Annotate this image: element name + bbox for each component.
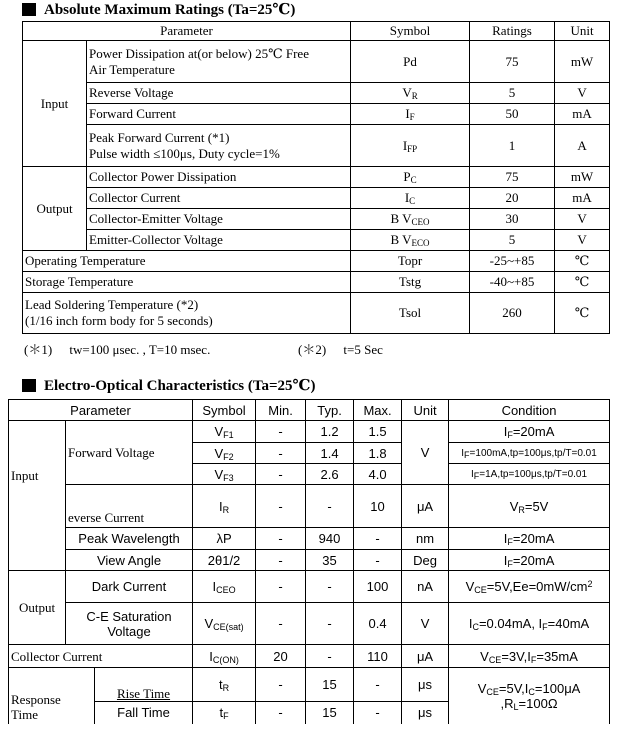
eoc-symbol: $I_{CEO}$ <box>193 571 256 603</box>
eoc-min: - <box>256 571 306 603</box>
note-text: t=5 Sec <box>343 342 383 357</box>
eoc-max: 1.5 <box>354 421 402 443</box>
amr-param: Lead Soldering Temperature (*2) (1/16 inch form body for 5 seconds) <box>23 293 351 334</box>
eoc-header-typ: Typ. <box>306 400 354 421</box>
eoc-symbol: $t_F$ <box>193 702 256 724</box>
amr-param: Forward Current <box>87 104 351 125</box>
eoc-condition: $V_{CE}=5V,I_C=100\mu A$ $,R_L=100\Omega$ <box>449 668 610 724</box>
eoc-symbol: $V_{F2}$ <box>193 443 256 464</box>
amr-param: Emitter-Collector Voltage <box>87 230 351 251</box>
amr-rating: 5 <box>470 83 555 104</box>
eoc-typ: - <box>306 485 354 528</box>
amr-param: Collector Current <box>87 188 351 209</box>
amr-unit: A <box>555 125 610 167</box>
eoc-title: Electro-Optical Characteristics (Ta=25℃) <box>44 377 316 394</box>
amr-unit: ℃ <box>555 251 610 272</box>
eoc-header-min: Min. <box>256 400 306 421</box>
eoc-max: 110 <box>354 645 402 668</box>
eoc-min: 20 <box>256 645 306 668</box>
eoc-condition: $V_{CE}=3V,I_F=35mA$ <box>449 645 610 668</box>
eoc-typ: - <box>306 603 354 645</box>
eoc-min: - <box>256 421 306 443</box>
eoc-typ: 35 <box>306 550 354 571</box>
amr-param: Reverse Voltage <box>87 83 351 104</box>
eoc-condition: $V_R=5V$ <box>449 485 610 528</box>
eoc-max: - <box>354 550 402 571</box>
eoc-param: C-E Saturation Voltage <box>66 603 193 645</box>
eoc-min: - <box>256 550 306 571</box>
amr-row-pfc <box>23 125 610 167</box>
eoc-param: View Angle <box>66 550 193 571</box>
amr-rating: 20 <box>470 188 555 209</box>
eoc-heading <box>22 376 315 394</box>
eoc-min: - <box>256 668 306 702</box>
eoc-unit: μs <box>402 668 449 702</box>
amr-symbol: $I_{FP}$ <box>351 125 470 167</box>
eoc-row-vf1 <box>9 421 610 443</box>
eoc-max: - <box>354 702 402 724</box>
eoc-min: - <box>256 603 306 645</box>
amr-row-ecv <box>23 230 610 251</box>
eoc-symbol: $t_R$ <box>193 668 256 702</box>
amr-unit: ℃ <box>555 293 610 334</box>
amr-row-lst <box>23 293 610 334</box>
amr-symbol: Topr <box>351 251 470 272</box>
amr-header-symbol: Symbol <box>351 22 470 41</box>
eoc-param: Fall Time <box>95 702 193 724</box>
eoc-unit: μA <box>402 645 449 668</box>
amr-header-row <box>23 22 610 41</box>
eoc-row-collector-current <box>9 645 610 668</box>
amr-param: Collector-Emitter Voltage <box>87 209 351 230</box>
amr-rating: 30 <box>470 209 555 230</box>
eoc-max: 10 <box>354 485 402 528</box>
amr-rating: 75 <box>470 41 555 83</box>
amr-param: Power Dissipation at(or below) 25℃ Free Air Temperature <box>87 41 351 83</box>
amr-row-stt <box>23 272 610 293</box>
eoc-condition: $I_F=100mA,tp=100\mu s,tp/T=0.01$ <box>449 443 610 464</box>
amr-row-cc <box>23 188 610 209</box>
note-text: tw=100 μsec. , T=10 msec. <box>69 342 211 357</box>
amr-row-opt <box>23 251 610 272</box>
amr-note-1 <box>24 339 210 358</box>
eoc-condition: $I_F=20mA$ <box>449 528 610 550</box>
eoc-param: Peak Wavelength <box>66 528 193 550</box>
amr-unit: mA <box>555 104 610 125</box>
eoc-row-dark-current <box>9 571 610 603</box>
amr-row-fc <box>23 104 610 125</box>
eoc-param: Dark Current <box>66 571 193 603</box>
amr-table <box>22 21 610 334</box>
eoc-unit: μs <box>402 702 449 724</box>
amr-unit: ℃ <box>555 272 610 293</box>
amr-symbol: $I_C$ <box>351 188 470 209</box>
amr-unit: V <box>555 209 610 230</box>
amr-rating: 75 <box>470 167 555 188</box>
eoc-param: everse Current <box>66 485 193 528</box>
eoc-max: - <box>354 668 402 702</box>
amr-symbol: Tstg <box>351 272 470 293</box>
eoc-unit: nm <box>402 528 449 550</box>
eoc-max: - <box>354 528 402 550</box>
amr-group-input: Input <box>23 41 87 167</box>
eoc-symbol: $I_R$ <box>193 485 256 528</box>
eoc-max: 0.4 <box>354 603 402 645</box>
eoc-unit: V <box>402 421 449 485</box>
amr-unit: mW <box>555 167 610 188</box>
eoc-header-unit: Unit <box>402 400 449 421</box>
eoc-typ: 15 <box>306 702 354 724</box>
amr-group-output: Output <box>23 167 87 251</box>
eoc-row-rise-time <box>9 668 610 702</box>
eoc-typ: 1.4 <box>306 443 354 464</box>
amr-row-rv <box>23 83 610 104</box>
eoc-max: 1.8 <box>354 443 402 464</box>
eoc-param: Rise Time <box>95 668 193 702</box>
amr-unit: V <box>555 83 610 104</box>
amr-param: Collector Power Dissipation <box>87 167 351 188</box>
eoc-min: - <box>256 528 306 550</box>
eoc-row-view-angle <box>9 550 610 571</box>
eoc-symbol: $V_{CE(sat)}$ <box>193 603 256 645</box>
eoc-header-max: Max. <box>354 400 402 421</box>
eoc-min: - <box>256 464 306 485</box>
eoc-group-input: Input <box>9 421 66 571</box>
amr-row-pd <box>23 41 610 83</box>
eoc-symbol: $V_{F1}$ <box>193 421 256 443</box>
amr-row-cpd <box>23 167 610 188</box>
amr-symbol: $P_C$ <box>351 167 470 188</box>
eoc-table <box>8 399 610 724</box>
amr-unit: V <box>555 230 610 251</box>
eoc-symbol: $I_{C(ON)}$ <box>193 645 256 668</box>
eoc-typ: - <box>306 645 354 668</box>
amr-rating: 5 <box>470 230 555 251</box>
amr-rating: 260 <box>470 293 555 334</box>
note-mark: (＊2) <box>298 342 327 357</box>
amr-param: Peak Forward Current (*1) Pulse width ≤100μs, Duty cycle=1% <box>87 125 351 167</box>
amr-symbol: B $V_{ECO}$ <box>351 230 470 251</box>
eoc-min: - <box>256 485 306 528</box>
eoc-group-response-time: Response Time <box>9 668 95 724</box>
eoc-header-row <box>9 400 610 421</box>
eoc-header-parameter: Parameter <box>9 400 193 421</box>
eoc-typ: 2.6 <box>306 464 354 485</box>
eoc-min: - <box>256 443 306 464</box>
eoc-header-condition: Condition <box>449 400 610 421</box>
eoc-unit: nA <box>402 571 449 603</box>
eoc-condition: $V_{CE}=5V,Ee=0mW/cm^2$ <box>449 571 610 603</box>
eoc-unit: μA <box>402 485 449 528</box>
eoc-unit: Deg <box>402 550 449 571</box>
eoc-typ: - <box>306 571 354 603</box>
note-mark: (＊1) <box>24 342 53 357</box>
eoc-row-reverse-current <box>9 485 610 528</box>
amr-rating: -25~+85 <box>470 251 555 272</box>
eoc-row-ce-saturation <box>9 603 610 645</box>
eoc-group-output: Output <box>9 571 66 645</box>
eoc-unit: V <box>402 603 449 645</box>
amr-header-parameter: Parameter <box>23 22 351 41</box>
eoc-header-symbol: Symbol <box>193 400 256 421</box>
eoc-condition: $I_F=1A,tp=100\mu s,tp/T=0.01$ <box>449 464 610 485</box>
heading-square-icon <box>22 379 36 392</box>
eoc-param-forward-voltage: Forward Voltage <box>66 421 193 485</box>
eoc-typ: 940 <box>306 528 354 550</box>
amr-symbol: Tsol <box>351 293 470 334</box>
amr-rating: 50 <box>470 104 555 125</box>
amr-header-unit: Unit <box>555 22 610 41</box>
eoc-symbol: λP <box>193 528 256 550</box>
amr-rating: -40~+85 <box>470 272 555 293</box>
eoc-condition: $I_F=20mA$ <box>449 550 610 571</box>
eoc-condition: $I_F=20mA$ <box>449 421 610 443</box>
eoc-max: 100 <box>354 571 402 603</box>
amr-unit: mW <box>555 41 610 83</box>
amr-title: Absolute Maximum Ratings (Ta=25℃) <box>44 1 296 18</box>
amr-note-2 <box>298 339 383 358</box>
amr-row-cev <box>23 209 610 230</box>
eoc-symbol: 2θ1/2 <box>193 550 256 571</box>
eoc-max: 4.0 <box>354 464 402 485</box>
amr-symbol: $I_F$ <box>351 104 470 125</box>
amr-symbol: B $V_{CEO}$ <box>351 209 470 230</box>
amr-unit: mA <box>555 188 610 209</box>
amr-heading <box>22 0 295 18</box>
amr-header-ratings: Ratings <box>470 22 555 41</box>
eoc-typ: 15 <box>306 668 354 702</box>
amr-param: Storage Temperature <box>23 272 351 293</box>
eoc-typ: 1.2 <box>306 421 354 443</box>
amr-symbol: Pd <box>351 41 470 83</box>
eoc-param: Collector Current <box>9 645 193 668</box>
heading-square-icon <box>22 3 36 16</box>
eoc-row-peak-wavelength <box>9 528 610 550</box>
amr-symbol: $V_R$ <box>351 83 470 104</box>
eoc-min: - <box>256 702 306 724</box>
amr-param: Operating Temperature <box>23 251 351 272</box>
eoc-symbol: $V_{F3}$ <box>193 464 256 485</box>
eoc-condition: $I_C=0.04mA$, $I_F=40mA$ <box>449 603 610 645</box>
amr-rating: 1 <box>470 125 555 167</box>
